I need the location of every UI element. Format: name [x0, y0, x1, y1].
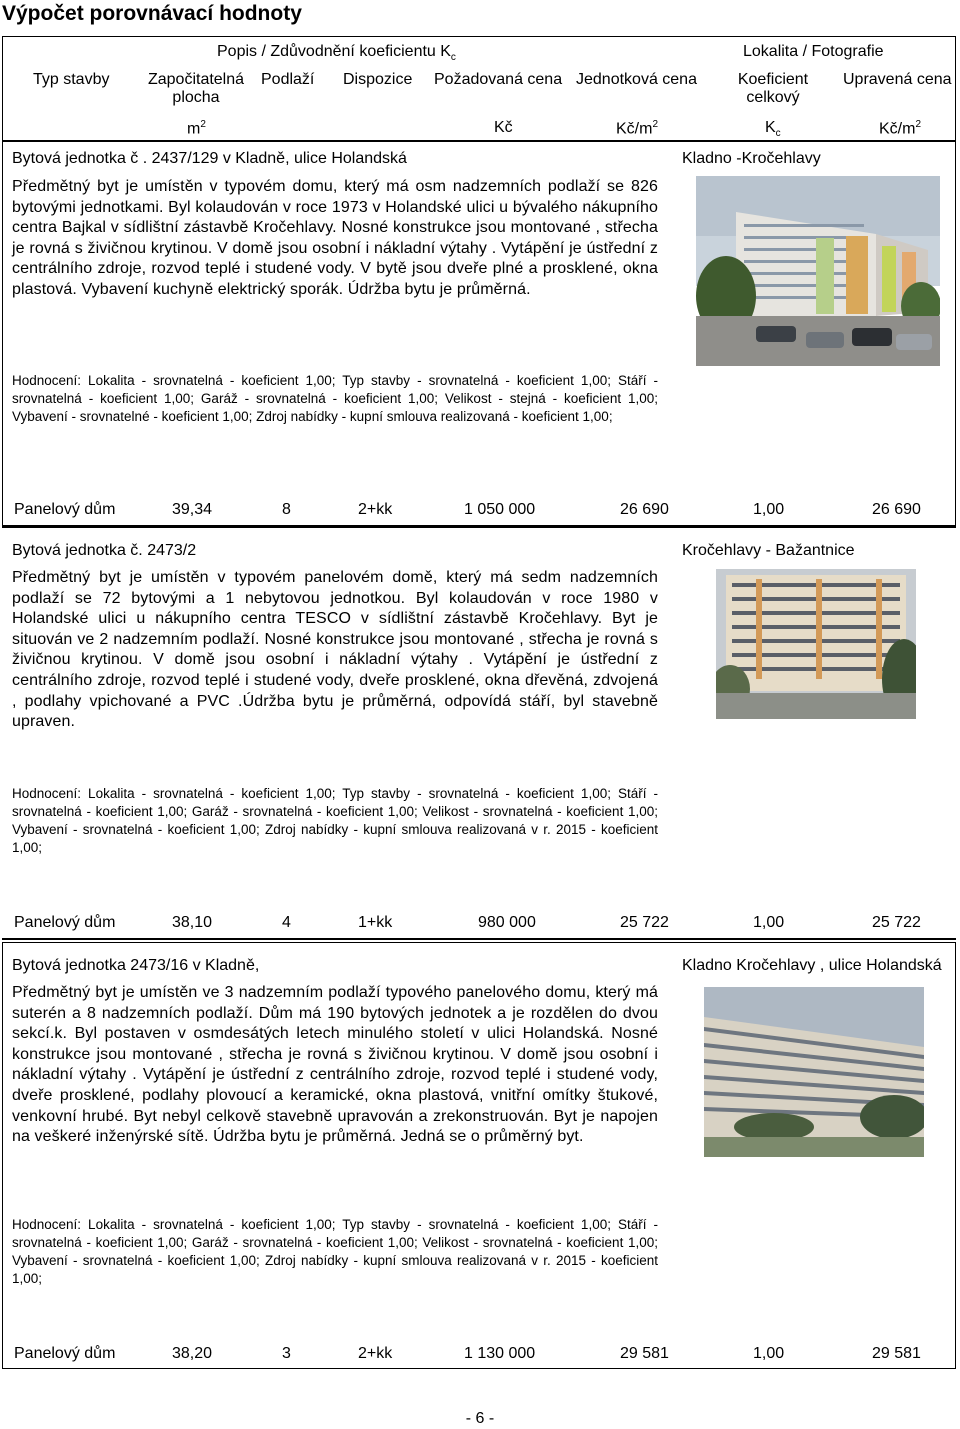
- header-col-jednotkova: Jednotková cena: [576, 71, 697, 88]
- building-photo: [696, 176, 940, 366]
- item-description: Předmětný byt je umístěn v typovém domu, který má osm nadzemních podlaží se 826 bytovými jednotkami. Byl kolaudován v roce 1973 v Holandské ulici u bývalého nákupního centra Bajkal v sídlištní zástavbě Kročehlavy. Nosné konstrukce jsou montované , střecha je rovná s živičnou krytinou. V domě jsou osobní i nákladní výtahy . Vytápění je ústřední z centrálního zdroje, rozvod teplé i studené vody. V bytě jsou dveře plné a prosklené, okna plastová. Vybavení kuchyně elektrický sporák. Údržba bytu je průměrná.: [12, 178, 658, 298]
- value-jednotkova: 26 690: [620, 501, 669, 518]
- value-dispozice: 2+kk: [358, 501, 393, 518]
- value-cena: 980 000: [478, 914, 536, 931]
- value-podlazi: 4: [282, 914, 291, 931]
- header-col-upravena: Upravená cena: [843, 71, 952, 88]
- value-upravena: 29 581: [872, 1345, 921, 1362]
- value-cena: 1 050 000: [464, 501, 536, 518]
- row-separator: [2, 526, 956, 528]
- header-unit-plocha: $m^2$: [187, 119, 206, 138]
- value-plocha: 39,34: [172, 501, 213, 518]
- header-unit-jednotkova: $Kč/m^2$: [616, 119, 659, 138]
- value-plocha: 38,20: [172, 1345, 213, 1362]
- header-col-typ: Typ stavby: [33, 71, 110, 88]
- row-separator: [2, 938, 956, 940]
- value-upravena: 25 722: [872, 914, 921, 931]
- value-jednotkova: 29 581: [620, 1345, 669, 1362]
- header-group-description: Popis / Zdůvodnění koeficientu $K_c$: [217, 43, 456, 64]
- value-koeficient: 1,00: [753, 501, 785, 518]
- item-evaluation: Hodnocení: Lokalita - srovnatelná - koeficient 1,00; Typ stavby - srovnatelná - koeficient 1,00; Stáří - srovnatelná - koeficient 1,00; Garáž - srovnatelná - koeficient 1,00; Velikost - srovnatelná - koeficient 1,00; Vybavení - srovnatelná - koeficient 1,00; Zdroj nabídky - kupní smlouva realizovaná v r. 2015 - koeficient 1,00;: [12, 1217, 658, 1286]
- item-location: Kročehlavy - Bažantnice: [682, 542, 855, 559]
- header-unit-koef: $K_c$: [765, 119, 781, 140]
- value-dispozice: 1+kk: [358, 914, 393, 931]
- table-header: [2, 36, 956, 141]
- item-evaluation: Hodnocení: Lokalita - srovnatelná - koeficient 1,00; Typ stavby - srovnatelná - koeficient 1,00; Stáří - srovnatelná - koeficient 1,00; Garáž - srovnatelná - koeficient 1,00; Velikost - stejná - koeficient 1,00; Vybavení - srovnatelné - koeficient 1,00; Zdroj nabídky - kupní smlouva realizovaná - koeficient 1,00;: [12, 373, 658, 424]
- item-location: Kladno -Kročehlavy: [682, 150, 821, 167]
- item-name: Bytová jednotka 2473/16 v Kladně,: [12, 957, 260, 974]
- header-col-koeficient: Koeficient celkový: [737, 71, 809, 106]
- item-evaluation: Hodnocení: Lokalita - srovnatelná - koeficient 1,00; Typ stavby - srovnatelná - koeficient 1,00; Stáří - srovnatelná - koeficient 1,00; Garáž - srovnatelná - koeficient 1,00; Velikost - srovnatelná - koeficient 1,00; Vybavení - srovnatelná - koeficient 1,00; Zdroj nabídky - kupní smlouva realizovaná v r. 2015 - koeficient 1,00;: [12, 786, 658, 855]
- item-name: Bytová jednotka č. 2473/2: [12, 542, 197, 559]
- header-unit-cena: Kč: [494, 119, 513, 136]
- header-unit-upravena: $Kč/m^2$: [879, 119, 922, 138]
- value-koeficient: 1,00: [753, 1345, 785, 1362]
- value-jednotkova: 25 722: [620, 914, 669, 931]
- value-typ: Panelový dům: [14, 1345, 116, 1362]
- building-photo: [716, 569, 916, 719]
- page-number: - 6 -: [465, 1410, 495, 1427]
- value-typ: Panelový dům: [14, 914, 116, 931]
- value-podlazi: 3: [282, 1345, 291, 1362]
- header-col-cena: Požadovaná cena: [434, 71, 563, 88]
- value-podlazi: 8: [282, 501, 291, 518]
- header-col-plocha: Započitatelná plocha: [147, 71, 245, 106]
- building-photo: [704, 987, 924, 1157]
- item-location: Kladno Kročehlavy , ulice Holandská: [682, 957, 942, 974]
- value-koeficient: 1,00: [753, 914, 785, 931]
- value-plocha: 38,10: [172, 914, 213, 931]
- value-typ: Panelový dům: [14, 501, 116, 518]
- header-col-podlazi: Podlaží: [261, 71, 315, 88]
- header-group-location: Lokalita / Fotografie: [743, 43, 884, 60]
- page-title: Výpočet porovnávací hodnoty: [2, 2, 302, 25]
- header-col-dispozice: Dispozice: [343, 71, 413, 88]
- value-dispozice: 2+kk: [358, 1345, 393, 1362]
- item-description: Předmětný byt je umístěn v typovém panelovém domě, který má sedm nadzemních podlaží se 72 bytovými a 1 nebytovou jednotkou. Byl kolaudován v roce 1980 v Holandské ulici u nákupního centra TESCO v sídlištní zástavbě Kročehlavy. Byt je situován ve 2 nadzemním podlaží. Nosné konstrukce jsou montované , střecha je rovná s živičnou krytinou. V domě jsou osobní i nákladní výtahy . Vytápění je ústřední z centrálního zdroje, rozvod teplé i studené vody, dveře prosklené, okna dřevěná, zdvojená , podlahy vpichované a PVC .Údržba bytu je průměrná, odpovídá stáří, byl stavebně upraven.: [12, 569, 658, 731]
- item-name: Bytová jednotka č . 2437/129 v Kladně, ulice Holandská: [12, 150, 407, 167]
- value-upravena: 26 690: [872, 501, 921, 518]
- item-description: Předmětný byt je umístěn ve 3 nadzemním podlaží typového panelového domu, který má suterén a 8 nadzemních podlaží. Dům má 190 bytových jednotek a je rozdělen do dvou sekcí.k. Byl postaven v osmdesátých letech minulého století v ulici Holandská. Nosné konstrukce jsou montované , střecha je rovná s živičnou krytinou. V domě jsou osobní i nákladní výtahy . Vytápění je ústřední z centrálního zdroje, rozvod teplé i studené vody, dveře prosklené, podlahy plovoucí a keramické, okna plastová, vnitřní omítky štukové, venkovní hrubé. Byt nebyl celkově stavebně upravován a zrekonstruován. Byt je napojen na veškeré inženýrské sítě. Údržba bytu je průměrná. Jedná se o průměrný byt.: [12, 984, 658, 1146]
- value-cena: 1 130 000: [464, 1345, 536, 1362]
